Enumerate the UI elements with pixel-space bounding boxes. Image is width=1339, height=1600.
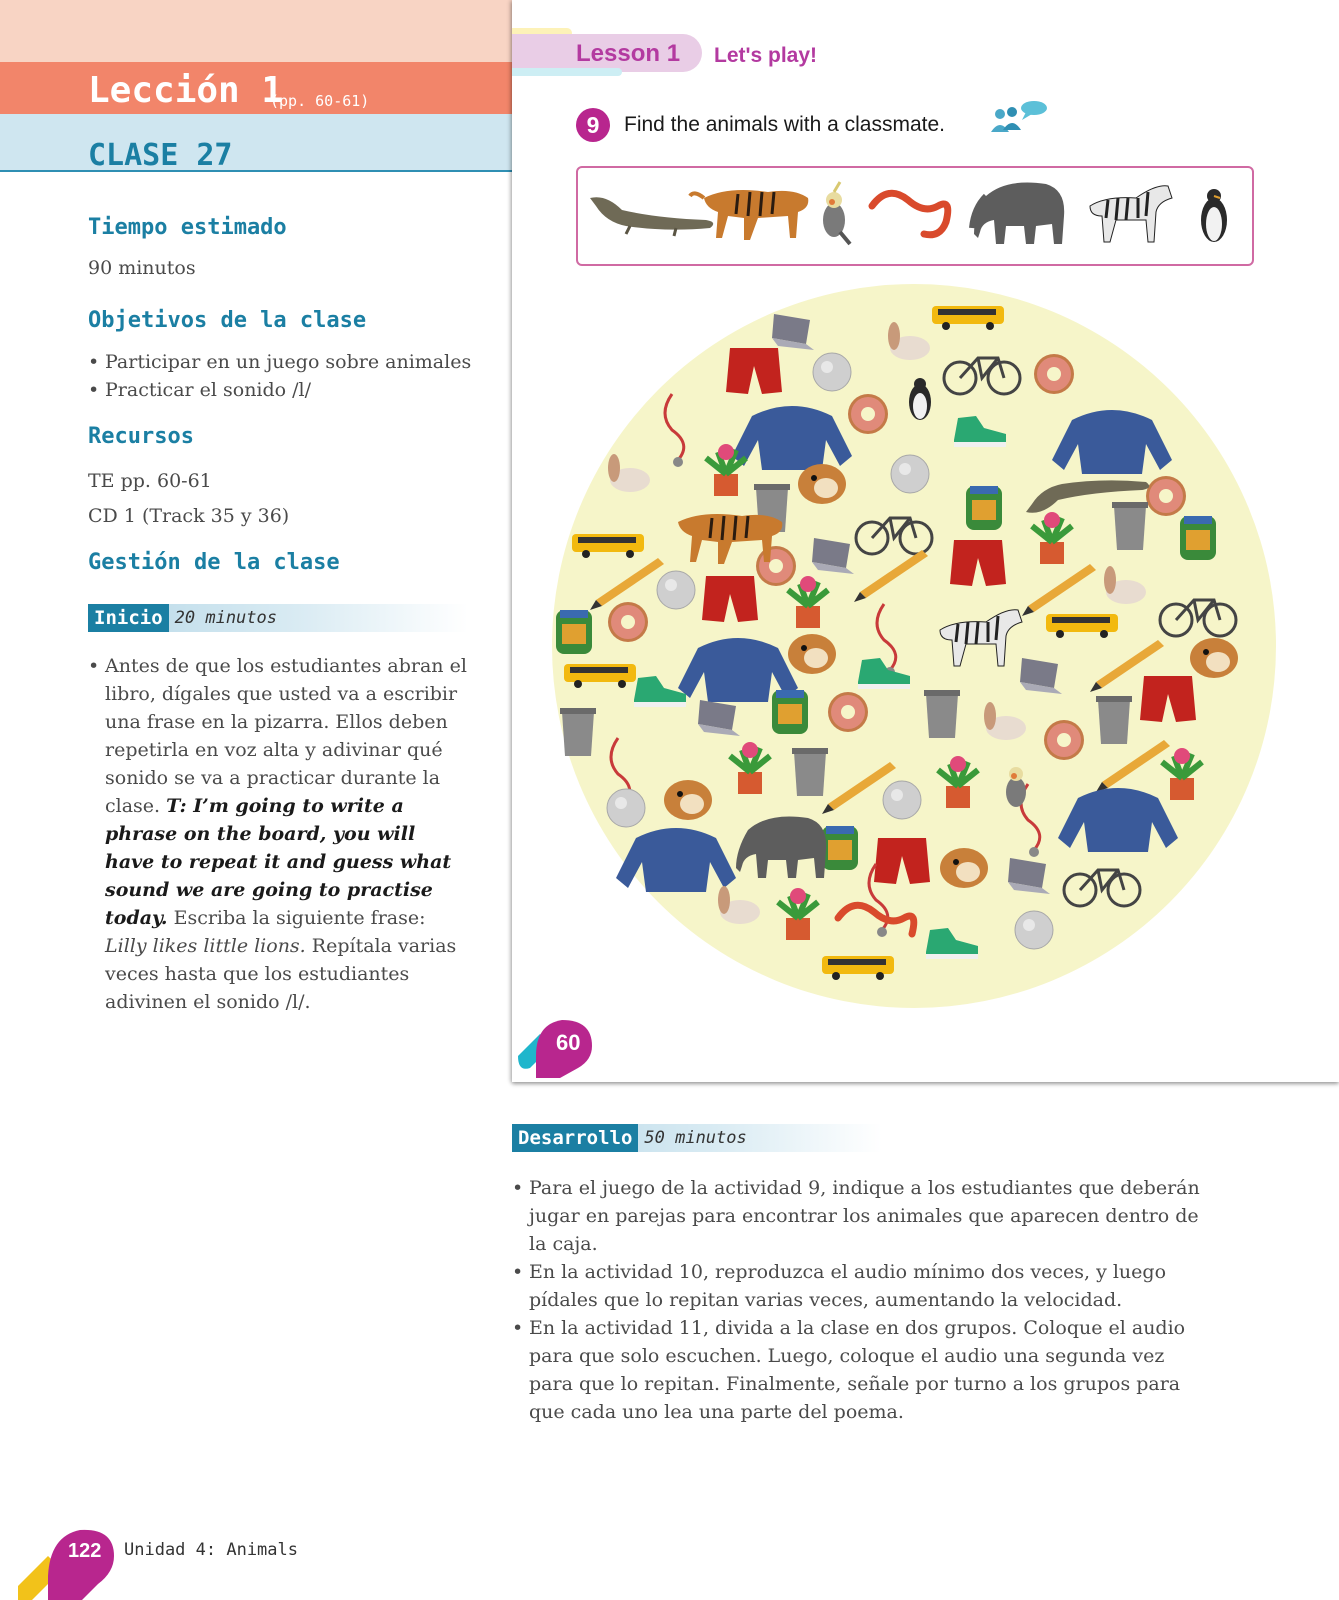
time-value: 90 minutos: [88, 257, 196, 279]
desarrollo-time: 50 minutos: [644, 1128, 747, 1148]
snake-icon: [872, 193, 948, 235]
lesson-pages: (pp. 60-61): [270, 92, 370, 110]
teacher-page-number: 122: [68, 1540, 102, 1562]
list-item: • Participar en un juego sobre animales: [88, 348, 488, 376]
elephant-icon: [972, 183, 1064, 245]
activity-number: 9: [576, 108, 610, 142]
inicio-text: Repítala varias veces hasta que los estudiantes adivinen el sonido /l/.: [105, 935, 457, 1013]
activity-instruction: Find the animals with a classmate.: [624, 113, 945, 136]
zebra-icon: [940, 610, 1022, 666]
student-subtitle: Let's play!: [714, 44, 818, 67]
desarrollo-list: [512, 1174, 1202, 1426]
crocodile-icon: [590, 197, 713, 236]
inicio-time: 20 minutos: [174, 608, 277, 628]
list-item: CD 1 (Track 35 y 36): [88, 505, 290, 527]
tiger-icon: [690, 190, 808, 240]
list-item: • En la actividad 11, divida a la clase en dos grupos. Coloque el audio para que solo escuchen. Luego, coloque el audio una segunda vez para que lo repitan. Finalmente, señale por turno a los grupos para que cada uno lea una parte del poema.: [512, 1314, 1202, 1426]
class-title: CLASE 27: [88, 138, 233, 173]
unit-title: Unidad 4: Animals: [124, 1540, 298, 1560]
desarrollo-tag: [512, 1124, 882, 1152]
cockatiel-icon: [823, 182, 850, 244]
tiger-icon: [678, 514, 782, 564]
elephant-icon: [736, 817, 826, 879]
header-band-clase: [0, 114, 512, 172]
list-item: • En la actividad 10, reproduzca el audio mínimo dos veces, y luego pídales que lo repitan varias veces, aumentando la velocidad.: [512, 1258, 1202, 1314]
desarrollo-label: Desarrollo: [512, 1124, 638, 1152]
header-band-top: [0, 0, 512, 62]
penguin-icon: [1201, 189, 1227, 242]
list-item: • Practicar el sonido /l/: [88, 376, 488, 404]
inicio-list: [88, 652, 468, 1016]
inicio-text: Antes de que los estudiantes abran el libro, dígales que usted va a escribir una frase en la pizarra. Ellos deben repetirla en voz alta y adivinar qué sonido se va a practicar durante la clase.: [105, 655, 467, 817]
student-page-badge: [512, 1016, 594, 1078]
time-heading: Tiempo estimado: [88, 215, 287, 240]
decor-stripe: [512, 68, 622, 76]
zebra-icon: [1090, 186, 1172, 242]
inicio-label: Inicio: [88, 604, 169, 632]
snake-icon: [838, 905, 914, 934]
student-lesson-title: Lesson 1: [576, 40, 681, 67]
animals-strip: [586, 176, 1242, 256]
resources-list: [88, 464, 289, 534]
lesson-title: Lección 1: [88, 70, 284, 111]
list-item: • Para el juego de la actividad 9, indique a los estudiantes que deberán jugar en parejas para encontrar los animales que aparecen dentro de la caja.: [512, 1174, 1202, 1258]
management-heading: Gestión de la clase: [88, 550, 340, 575]
objectives-list: [88, 348, 488, 404]
inicio-text: Escriba la siguiente frase:: [167, 907, 426, 929]
list-item: TE pp. 60-61: [88, 470, 212, 492]
hidden-objects: [552, 284, 1276, 1008]
teacher-page-badge: [18, 1526, 114, 1600]
objectives-heading: Objetivos de la clase: [88, 308, 367, 333]
resources-heading: Recursos: [88, 424, 194, 449]
pair-work-icon: [988, 100, 1050, 144]
teacher-phrase: T: I’m going to write a phrase on the board, you will have to repeat it and guess what sound we are going to practise today.: [105, 795, 452, 929]
cockatiel-icon: [1006, 767, 1026, 807]
list-item: [88, 652, 468, 1016]
inicio-tag: [88, 604, 468, 632]
example-phrase: Lilly likes little lions.: [105, 935, 306, 957]
student-page-number: 60: [556, 1030, 581, 1055]
penguin-icon: [909, 378, 931, 420]
